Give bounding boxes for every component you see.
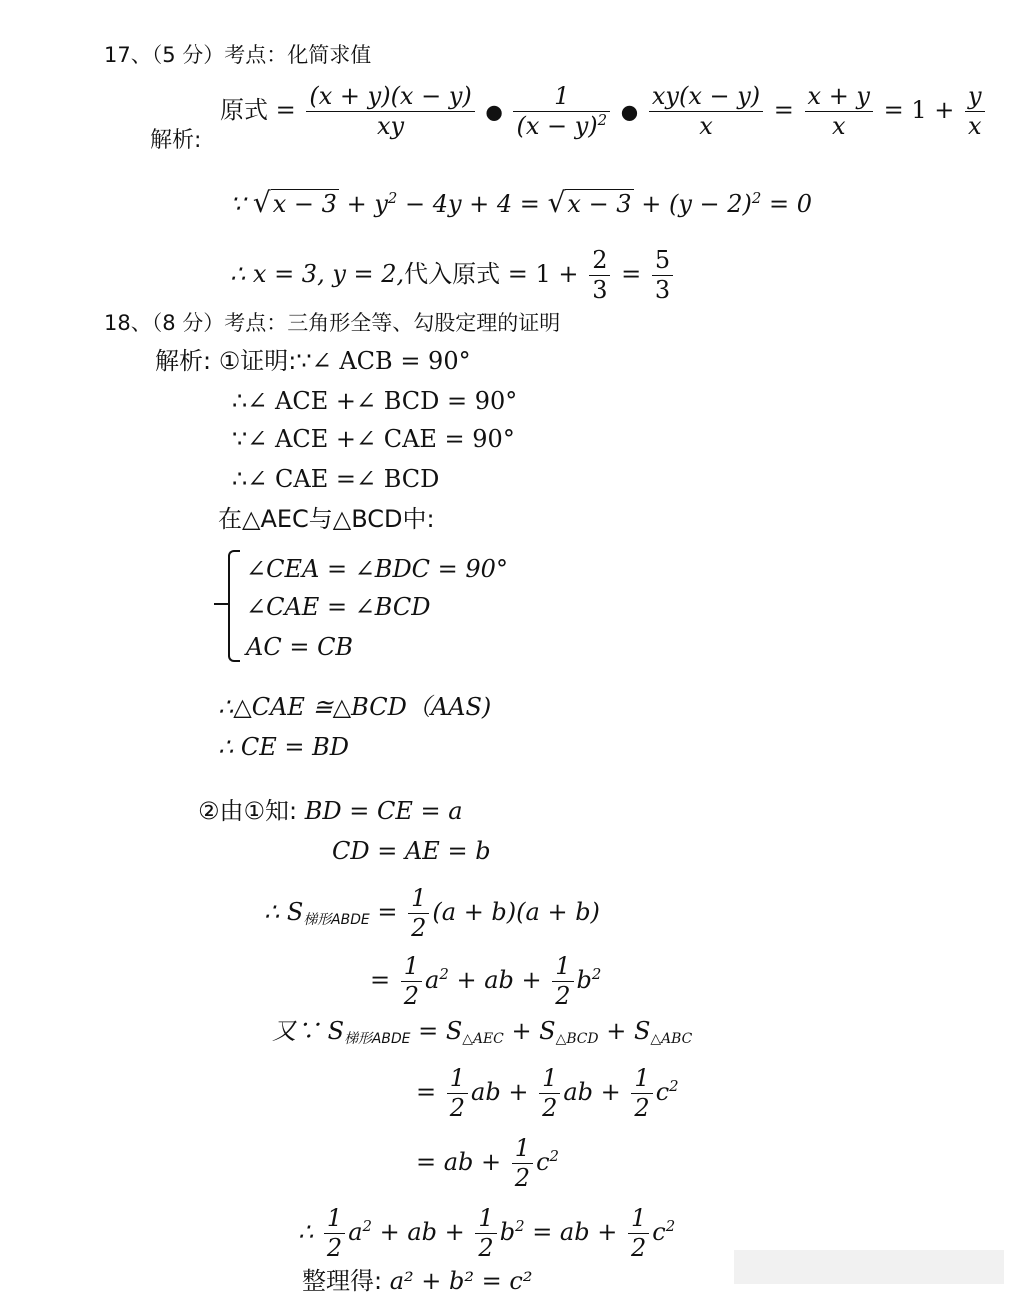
- fraction: [513, 82, 610, 141]
- triangle-subscript: △BCD: [555, 1031, 599, 1048]
- numerator: 1: [513, 82, 610, 112]
- proof-step: ∴∠ CAE =∠ BCD: [232, 465, 440, 493]
- q18-proof-line-1: [155, 344, 471, 378]
- watermark-box: [734, 1250, 1004, 1284]
- substitute-label: 代入原式: [404, 259, 501, 288]
- q18-header: 18、（8 分）考点：三角形全等、勾股定理的证明: [104, 311, 561, 335]
- system-line: AC = CB: [246, 633, 354, 661]
- ce-equals-bd: ∴ CE = BD: [218, 733, 350, 761]
- area-line-5: = ab + $\frac{1}{2}$ $c^2$: [416, 1134, 559, 1192]
- conclusion-label: 整理得:: [302, 1267, 383, 1295]
- fraction: [475, 1204, 496, 1263]
- fraction: [539, 1064, 560, 1123]
- numerator: x + y: [805, 82, 873, 112]
- denominator: xy: [377, 111, 405, 140]
- fraction: [324, 1204, 345, 1263]
- in-triangles-line: 在△AEC与△BCD中:: [218, 505, 435, 533]
- numerator: 1: [447, 1064, 468, 1094]
- system-line: ∠CAE = ∠BCD: [246, 593, 431, 621]
- denominator-base: (x − y): [516, 111, 598, 140]
- numerator: xy(x − y): [649, 82, 763, 112]
- term: =: [377, 897, 398, 926]
- q17-equation-2: ∵ $√x - 3 + y^2 - 4y + 4 = √x - 3 + (y - 2)^2 = 0$: [230, 186, 812, 219]
- term: − 4y + 4 =: [397, 190, 540, 218]
- numerator: (x + y)(x − y): [306, 82, 474, 112]
- part2-line-1: [198, 794, 463, 828]
- term: = ab +: [532, 1217, 618, 1246]
- denominator: $(x - y)^2$: [516, 110, 608, 140]
- fraction: [306, 82, 474, 141]
- area-line-6: ∴ $\frac{1}{2}$ $a^2$ + ab + $\frac{1}{2}$ $b^2$ = ab + $\frac{1}{2}$ $c^2$: [298, 1204, 676, 1262]
- denominator: 3: [654, 275, 671, 304]
- area-line-2: = $\frac{1}{2}$ $a^2$ + ab + $\frac{1}{2}$ $b^2$: [370, 952, 602, 1010]
- numerator: 2: [589, 246, 610, 276]
- proof-step: ∴∠ ACE +∠ BCD = 90°: [232, 387, 518, 415]
- term: ab: [563, 1077, 594, 1106]
- numerator: 1: [408, 884, 429, 914]
- denominator: x: [831, 111, 846, 140]
- fraction: [408, 884, 429, 943]
- area-line-3: 又∵ $S_{梯形ABDE} = S_{\triangle AEC} + S_{\triangle BCD} + S_{\triangle ABC}$: [272, 1017, 693, 1048]
- proof-step: ∵∠ ACB = 90°: [296, 347, 471, 375]
- term: ab: [484, 965, 514, 994]
- one-plus: = 1 +: [883, 95, 955, 124]
- trapezoid-subscript: 梯形ABDE: [303, 911, 370, 928]
- term: ∴ S: [264, 897, 304, 926]
- numerator: 1: [631, 1064, 652, 1094]
- conclusion-line: [302, 1264, 532, 1298]
- q17-original-expr-label: 原式: [220, 95, 268, 124]
- term: + ab +: [379, 1217, 465, 1246]
- fraction: [649, 82, 763, 141]
- denominator: x: [968, 111, 982, 140]
- term: ∴ x = 3, y = 2,: [230, 259, 405, 288]
- brace-tip: [214, 603, 228, 605]
- denominator: 2: [478, 1233, 494, 1262]
- term: = 0: [761, 190, 812, 218]
- numerator: 5: [652, 246, 673, 276]
- q17-equation-1: 原式 = $\frac{(x + y)(x - y)}{xy}$ ● $\frac{1}{(x - y)^2}$ ● $\frac{xy(x - y)}{x}$ = $\frac{x + y}{x}$ = 1 + $\frac{y}{x}$: [220, 82, 988, 141]
- fraction: [805, 82, 873, 141]
- area-line-4: = $\frac{1}{2}$ ab + $\frac{1}{2}$ ab + $\frac{1}{2}$ $c^2$: [416, 1064, 679, 1122]
- numerator: 1: [628, 1204, 649, 1234]
- q17-equation-3: ∴ x = 3, y = 2,代入原式 = 1 + $\frac{2}{3}$ = $\frac{5}{3}$: [230, 246, 676, 305]
- denominator: 2: [542, 1093, 558, 1122]
- left-brace: [228, 550, 240, 662]
- fraction: [652, 246, 673, 305]
- term: ab: [471, 1077, 501, 1106]
- denominator: 2: [555, 981, 571, 1010]
- part2-equation: BD = CE = a: [304, 797, 463, 825]
- proof-intro: ①证明:: [218, 347, 297, 375]
- fraction: [628, 1204, 649, 1263]
- congruence-line: ∴△CAE ≅△BCD（AAS): [218, 693, 492, 721]
- denominator: 2: [411, 913, 427, 942]
- denominator: 2: [630, 1233, 647, 1262]
- fraction: [401, 952, 422, 1011]
- q17-label: 解析:: [150, 128, 202, 153]
- denominator: 2: [403, 981, 420, 1010]
- numerator: 1: [324, 1204, 345, 1234]
- term: = 1 +: [507, 259, 579, 288]
- term: = ab +: [416, 1147, 502, 1176]
- denominator: 2: [449, 1093, 466, 1122]
- fraction: [447, 1064, 468, 1123]
- because-symbol: ∵: [230, 190, 246, 218]
- part2-equation: CD = AE = b: [332, 837, 491, 865]
- numerator: 1: [475, 1204, 496, 1234]
- numerator: 1: [539, 1064, 560, 1094]
- fraction: [512, 1134, 533, 1193]
- conclusion-equation: a² + b² = c²: [389, 1267, 533, 1295]
- denominator: 2: [634, 1093, 650, 1122]
- radicand: x − 3: [567, 190, 632, 218]
- system-line: ∠CEA = ∠BDC = 90°: [246, 555, 508, 583]
- term: 又∵ S: [272, 1017, 345, 1045]
- numerator: 1: [512, 1134, 533, 1164]
- denominator: x: [699, 111, 713, 140]
- area-line-1: [264, 884, 600, 943]
- denominator: 2: [326, 1233, 343, 1262]
- q17-header: 17、（5 分）考点：化简求值: [104, 43, 372, 67]
- square-root: √x − 3: [252, 186, 337, 219]
- trapezoid-subscript: 梯形ABDE: [344, 1031, 411, 1048]
- numerator: 1: [552, 952, 573, 982]
- fraction: [552, 952, 573, 1011]
- denominator: 2: [514, 1163, 531, 1192]
- numerator: 1: [401, 952, 422, 982]
- term: + (y − 2): [641, 190, 752, 218]
- term: + y: [346, 190, 388, 218]
- therefore-symbol: ∴: [298, 1217, 314, 1246]
- q18-label: 解析:: [155, 347, 212, 375]
- dot-operator: ●: [485, 99, 503, 124]
- triangle-subscript: △ABC: [650, 1031, 693, 1048]
- term: = S: [418, 1017, 463, 1045]
- numerator: y: [965, 82, 985, 112]
- fraction: [631, 1064, 652, 1123]
- denominator: 3: [592, 275, 608, 304]
- fraction: [589, 246, 610, 305]
- dot-operator: ●: [620, 99, 639, 124]
- term: (a + b)(a + b): [432, 897, 600, 926]
- triangle-subscript: △AEC: [462, 1031, 504, 1048]
- part2-intro: ②由①知:: [198, 797, 298, 825]
- radicand: x − 3: [272, 190, 337, 218]
- proof-step: ∵∠ ACE +∠ CAE = 90°: [232, 425, 515, 453]
- fraction: [965, 82, 985, 141]
- square-root: √x − 3: [547, 186, 632, 219]
